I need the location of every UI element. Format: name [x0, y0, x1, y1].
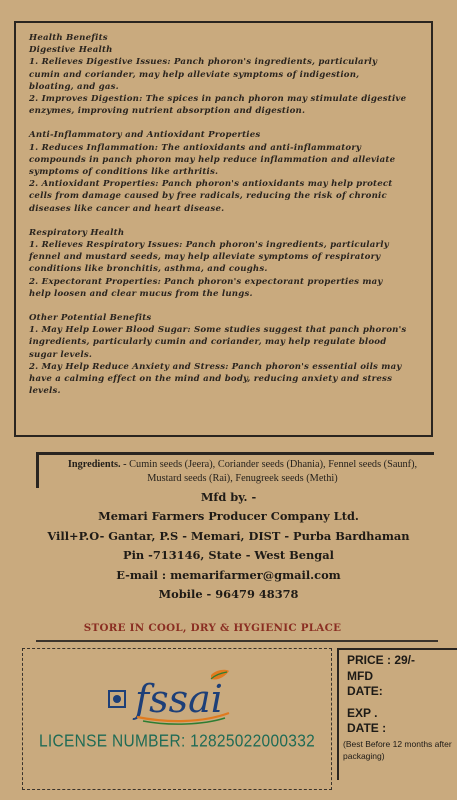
benefit-line: 1. May Help Lower Blood Sugar: Some studies suggest that panch phoron's [29, 325, 407, 336]
manufacturer-block [0, 488, 457, 604]
benefit-line: symptoms of conditions like arthritis. [29, 167, 219, 178]
fssai-wordmark: fssai [135, 677, 223, 721]
mfd-heading: Mfd by. - [200, 490, 257, 504]
benefit-line: 2. May Help Reduce Anxiety and Stress: Panch phoron's essential oils may [29, 361, 402, 372]
benefit-line: 2. Expectorant Properties: Panch phoron's expectorant properties may [29, 276, 383, 287]
benefit-line: cells from damage caused by free radicals, reducing the risk of chronic [29, 191, 387, 202]
email-line: E-mail : memarifarmer@gmail.com [116, 567, 341, 582]
address-line-1: Vill+P.O- Gantar, P.S - Memari, DIST - Purba Bardhaman [47, 528, 410, 543]
benefit-line: bloating, and gas. [29, 81, 119, 92]
price-label: PRICE : 29/- [347, 653, 416, 667]
veg-dot-icon [113, 695, 121, 703]
benefit-line: ingredients, particularly cumin and coriander, may help regulate blood [29, 337, 387, 348]
benefit-line: enzymes, improving nutrient absorption and digestion. [29, 106, 306, 117]
benefit-line: sugar levels. [29, 349, 93, 360]
divider-line [36, 640, 438, 642]
benefit-section [29, 227, 419, 300]
fssai-logo [107, 667, 237, 727]
mobile-line: Mobile - 96479 48378 [158, 587, 299, 602]
benefit-line: Health Benefits [29, 33, 108, 43]
company-name: Memari Farmers Producer Company Ltd. [98, 509, 359, 524]
benefit-line: diseases like cancer and heart disease. [29, 203, 225, 214]
storage-instruction: STORE IN COOL, DRY & HYGIENIC PLACE [83, 622, 342, 634]
benefit-line: compounds in panch phoron may help reduce inflammation and alleviate [29, 154, 396, 165]
benefit-line: have a calming effect on the mind and body, reducing anxiety and stress [29, 374, 393, 385]
benefit-line: 1. Reduces Inflammation: The antioxidants and anti-inflammatory [29, 142, 362, 153]
benefit-line: help loosen and clear mucus from the lungs. [29, 288, 253, 299]
license-number: LICENSE NUMBER: 12825022000332 [38, 731, 316, 752]
benefit-section [29, 312, 419, 397]
ingredients-block [36, 452, 434, 488]
benefit-line: levels. [29, 386, 61, 397]
benefit-line: 2. Antioxidant Properties: Panch phoron's antioxidants may help protect [29, 179, 393, 190]
benefit-line: Anti-Inflammatory and Antioxidant Properties [29, 130, 261, 141]
benefit-line: 2. Improves Digestion: The spices in panch phoron may stimulate digestive [29, 94, 407, 105]
benefit-line: Other Potential Benefits [29, 313, 152, 324]
benefit-section [29, 129, 419, 214]
benefit-line: Respiratory Health [29, 227, 125, 238]
price-box [337, 648, 457, 780]
benefit-line: fennel and mustard seeds, may help alleviate symptoms of respiratory [29, 252, 381, 263]
exp-date-label: DATE : [347, 721, 387, 735]
ingredients-label: Ingredients. - [67, 459, 127, 470]
benefit-line: conditions like bronchitis, asthma, and coughs. [29, 264, 268, 275]
benefit-line: Digestive Health [29, 45, 113, 56]
ingredients-text: Cumin seeds (Jeera), Coriander seeds (Dhania), Fennel seeds (Saunf), Mustard seeds (Rai), Fenugreek seeds (Methi) [126, 459, 418, 484]
benefit-line: 1. Relieves Respiratory Issues: Panch phoron's ingredients, particularly [29, 240, 389, 251]
address-line-2: Pin -713146, State - West Bengal [123, 548, 334, 563]
best-before-note: (Best Before 12 months after packaging) [343, 738, 452, 761]
health-benefits-box [14, 21, 433, 437]
exp-label: EXP . [347, 705, 378, 720]
mfd-label: MFD [347, 668, 373, 683]
benefit-line: cumin and coriander, may help alleviate symptoms of indigestion, [29, 69, 360, 80]
benefit-section [29, 32, 419, 117]
mfd-date-label: DATE: [347, 684, 383, 698]
benefit-line: 1. Relieves Digestive Issues: Panch phoron's ingredients, particularly [29, 57, 378, 68]
